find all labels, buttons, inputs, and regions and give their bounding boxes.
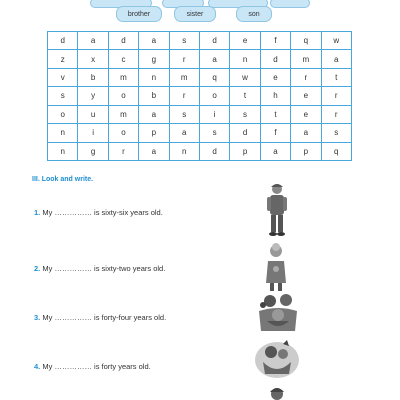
grid-cell[interactable]: d	[260, 50, 290, 68]
grid-row	[48, 32, 352, 50]
grid-row	[48, 105, 352, 123]
grid-row	[48, 50, 352, 68]
grid-cell[interactable]: a	[291, 124, 321, 142]
answer-blank[interactable]: ……………	[54, 313, 92, 322]
word-bubble-sister: sister	[174, 6, 216, 22]
grid-cell[interactable]: v	[48, 68, 78, 86]
word-bubble-brother: brother	[116, 6, 162, 22]
grid-cell[interactable]: b	[139, 87, 169, 105]
grandfather-figure-icon	[262, 182, 292, 237]
exercise-item: 2. My …………… is sixty-two years old.	[34, 264, 166, 273]
grid-cell[interactable]: n	[230, 50, 260, 68]
grid-row	[48, 124, 352, 142]
grid-cell[interactable]: o	[108, 87, 138, 105]
grid-cell[interactable]: a	[169, 124, 199, 142]
grid-cell[interactable]: i	[199, 105, 229, 123]
grid-cell[interactable]: a	[139, 32, 169, 50]
grid-cell[interactable]: f	[260, 124, 290, 142]
grid-cell[interactable]: a	[139, 142, 169, 160]
grid-cell[interactable]: z	[48, 50, 78, 68]
answer-blank[interactable]: ……………	[54, 264, 92, 273]
exercise-item: 4. My …………… is forty years old.	[34, 362, 151, 371]
exercise-item: 3. My …………… is forty-four years old.	[34, 313, 167, 322]
grid-cell[interactable]: s	[321, 124, 351, 142]
grid-row	[48, 68, 352, 86]
grandmother-figure-icon	[262, 243, 290, 293]
grid-cell[interactable]: t	[321, 68, 351, 86]
grid-cell[interactable]: d	[230, 124, 260, 142]
grid-cell[interactable]: a	[78, 32, 108, 50]
grid-cell[interactable]: a	[139, 105, 169, 123]
grid-cell[interactable]: o	[199, 87, 229, 105]
grid-cell[interactable]: s	[230, 105, 260, 123]
word-bubble-son: son	[236, 6, 272, 22]
grid-row	[48, 142, 352, 160]
grid-cell[interactable]: d	[199, 142, 229, 160]
grid-cell[interactable]: e	[291, 105, 321, 123]
grid-cell[interactable]: t	[230, 87, 260, 105]
grid-cell[interactable]: a	[321, 50, 351, 68]
exercise-number: 2.	[34, 264, 41, 273]
grid-cell[interactable]: q	[291, 32, 321, 50]
grid-cell[interactable]: s	[169, 32, 199, 50]
grid-cell[interactable]: o	[48, 105, 78, 123]
grid-cell[interactable]: w	[321, 32, 351, 50]
grid-cell[interactable]: m	[169, 68, 199, 86]
grid-cell[interactable]: g	[78, 142, 108, 160]
grid-cell[interactable]: s	[199, 124, 229, 142]
mother-figure-icon	[253, 338, 301, 380]
child-figure-icon	[262, 386, 292, 400]
grid-cell[interactable]: i	[78, 124, 108, 142]
grid-cell[interactable]: g	[139, 50, 169, 68]
grid-row	[48, 87, 352, 105]
grid-cell[interactable]: e	[291, 87, 321, 105]
exercise-item: 1. My …………… is sixty-six years old.	[34, 208, 163, 217]
grid-cell[interactable]: m	[108, 105, 138, 123]
grid-cell[interactable]: c	[108, 50, 138, 68]
grid-cell[interactable]: p	[139, 124, 169, 142]
word-bubble	[270, 0, 310, 8]
grid-cell[interactable]: e	[260, 68, 290, 86]
grid-cell[interactable]: r	[291, 68, 321, 86]
grid-cell[interactable]: m	[108, 68, 138, 86]
grid-cell[interactable]: n	[48, 124, 78, 142]
grid-cell[interactable]: w	[230, 68, 260, 86]
answer-blank[interactable]: ……………	[54, 208, 92, 217]
grid-cell[interactable]: e	[230, 32, 260, 50]
grid-cell[interactable]: q	[199, 68, 229, 86]
grid-cell[interactable]: f	[260, 32, 290, 50]
word-bank	[0, 0, 400, 26]
exercise-number: 4.	[34, 362, 41, 371]
grid-cell[interactable]: r	[108, 142, 138, 160]
grid-cell[interactable]: y	[78, 87, 108, 105]
grid-cell[interactable]: q	[321, 142, 351, 160]
grid-cell[interactable]: x	[78, 50, 108, 68]
grid-cell[interactable]: u	[78, 105, 108, 123]
grid-cell[interactable]: r	[321, 105, 351, 123]
grid-cell[interactable]: r	[321, 87, 351, 105]
exercise-number: 1.	[34, 208, 41, 217]
answer-blank[interactable]: ……………	[54, 362, 92, 371]
grid-cell[interactable]: h	[260, 87, 290, 105]
grid-cell[interactable]: a	[260, 142, 290, 160]
grid-cell[interactable]: r	[169, 50, 199, 68]
grid-cell[interactable]: s	[48, 87, 78, 105]
grid-cell[interactable]: b	[78, 68, 108, 86]
grid-cell[interactable]: o	[108, 124, 138, 142]
grid-cell[interactable]: p	[230, 142, 260, 160]
grid-cell[interactable]: d	[108, 32, 138, 50]
grid-cell[interactable]: n	[169, 142, 199, 160]
section-heading: III. Look and write.	[32, 176, 94, 183]
grid-cell[interactable]: n	[48, 142, 78, 160]
grid-cell[interactable]: r	[169, 87, 199, 105]
grid-cell[interactable]: a	[199, 50, 229, 68]
word-search-grid	[47, 31, 352, 161]
grid-cell[interactable]: d	[199, 32, 229, 50]
grid-cell[interactable]: m	[291, 50, 321, 68]
exercise-number: 3.	[34, 313, 41, 322]
grid-cell[interactable]: t	[260, 105, 290, 123]
grid-cell[interactable]: n	[139, 68, 169, 86]
grid-cell[interactable]: d	[48, 32, 78, 50]
grid-cell[interactable]: s	[169, 105, 199, 123]
grid-cell[interactable]: p	[291, 142, 321, 160]
father-figure-icon	[255, 291, 301, 335]
